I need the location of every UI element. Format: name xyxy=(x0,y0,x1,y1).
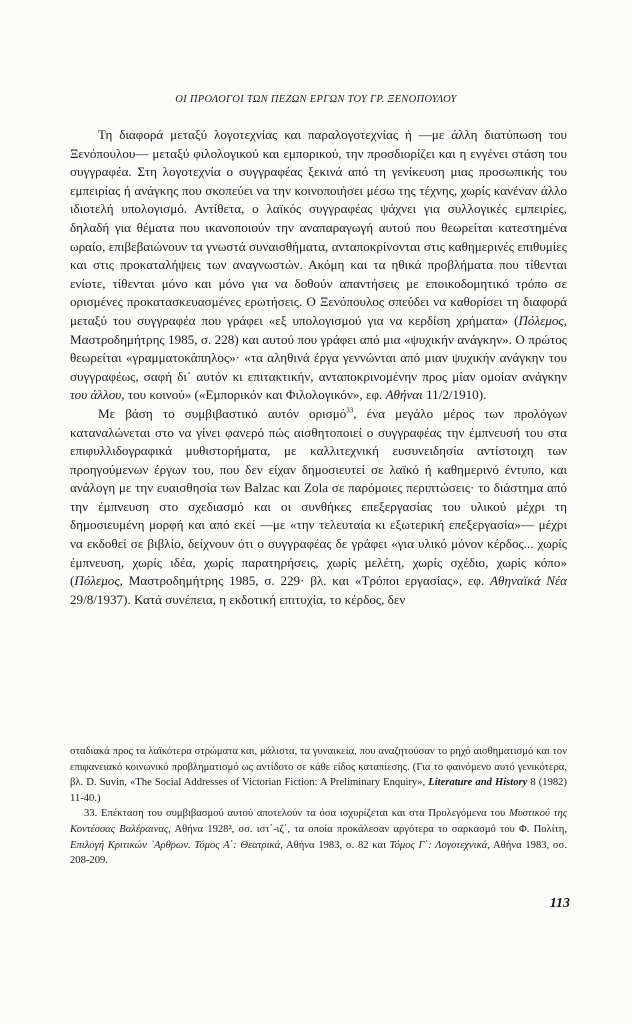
italic-phrase: του άλλου xyxy=(70,387,122,403)
italic-title: Πόλεμος xyxy=(518,312,564,328)
text-run: 29/8/1937). Κατά συνέπεια, η εκδοτική επιτυχία, το κέρδος, δεν xyxy=(70,591,406,607)
text-run: 8 (1982) 11-40.) xyxy=(70,777,567,804)
italic-title: Μυστικού της Κοντέσσας Βαλέραινας xyxy=(70,808,567,835)
italic-title: Τόμος Γ΄: Λογοτεχνικά xyxy=(389,839,488,851)
footnotes xyxy=(70,744,567,869)
text-run: , Αθήνα 1983, σ. 82 και xyxy=(280,839,390,851)
running-header xyxy=(0,94,632,105)
text-run: , Αθήνα 1983, σσ. 208-209. xyxy=(70,839,567,867)
footnote-reference: 33 xyxy=(346,406,354,415)
footnote-continuation xyxy=(70,744,567,806)
text-run: , Μαστροδημήτρης 1985, σ. 228) και αυτού που γράφει από μια «ψυχικήν ανάγκην». Ο πρώτος θεωρείται «γραμματοκάπηλος»· «τα αληθινά έργα γεννώνται από μιαν ψυχικήν ανάγκην του συγγραφέως, σαφή δι᾽ αυτόν κι επιτακτικήν, ανταποκρινομένην προς μίαν ομοίαν ανάγκην xyxy=(70,312,567,384)
text-run: σταδιακά προς τα λαϊκότερα στρώματα και, μάλιστα, τα γυναικεία, που αναζητούσαν το ρηχό αισθηματισμό και τον επιφανειακό κοινωνικό προβληματισμό ως αντίδοτο σε κάθε είδος καταπίεσης. (Για το φαινόμενο αυτό γενικότερα, βλ. D. Suvin, «The Social Addresses of Victorian Fiction: A Preliminary Enquiry», xyxy=(70,746,567,789)
text-run: Με βάση το συμβιβαστικό αυτόν ορισμό xyxy=(98,405,347,421)
footnote-33 xyxy=(70,806,567,868)
text-run: , Αθήνα 1928², σσ. ιστ΄-ιζ΄, τα οποία προκάλεσαν αργότερα το σαρκασμό του Φ. Πολίτη, xyxy=(168,823,567,835)
paragraph-1 xyxy=(70,126,567,405)
journal-title: Literature and History xyxy=(428,777,528,789)
italic-title: Επιλογή Κριτικών ᾽Αρθρων. Τόμος Α΄: Θεατρικά xyxy=(70,839,281,851)
text-run: 11/2/1910). xyxy=(422,387,487,403)
text-run: , ένα μεγάλο μέρος των προλόγων καταναλώνεται στο να γίνει φανερό πώς αισθητοποιεί ο συγγραφέας την έμπνευσή του στα επιφυλλιδογραφικά μυθιστορήματα, με καλλιτεχνική ευσυνειδησία αντίστοιχη των προηγούμενων έργων του, που δεν είχαν δημοσιευτεί σε λαϊκό ή καθημερινό έντυπο, και ανάλογη με την ευαισθησία των Balzac και Zola σε παρόμοιες περιπτώσεις· το διάστημα από την έμπνευση στο σχεδιασμό και οι συνθήκες επεξεργασίας του υλικού μέχρι τη δημοσιευμένη μορφή και από εκεί —με «την τελευταία κι εξωτερική επεξεργασία»— μέχρι να εκδοθεί σε βιβλίο, δείχνουν ότι ο συγγραφέας δε γράφει «για υλικό μόνον κέρδος... χωρίς έμπνευση, χωρίς ιδέα, χωρίς παρατηρήσεις, χωρίς μελέτη, χωρίς σχέδιο, χωρίς κόπο» ( xyxy=(70,405,567,589)
running-header-title: ΟΙ ΠΡΟΛΟΓΟΙ ΤΩΝ ΠΕΖΩΝ ΕΡΓΩΝ ΤΟΥ ΓΡ. ΞΕΝΟΠΟΥΛΟΥ xyxy=(175,94,457,105)
text-run: , του κοινού» («Εμπορικόν και Φιλολογικόν», εφ. xyxy=(121,387,386,403)
page-number: 113 xyxy=(549,896,570,911)
text-run: 33. Επέκταση του συμβιβασμού αυτού αποτελούν τα όσα ισχυρίζεται και στα Προλεγόμενα του xyxy=(84,808,509,820)
main-text xyxy=(70,126,567,609)
text-run: , Μαστροδημήτρης 1985, σ. 229· βλ. και «Τρόποι εργασίας», εφ. xyxy=(119,573,491,589)
paragraph-2 xyxy=(70,405,567,610)
text-run: Τη διαφορά μεταξύ λογοτεχνίας και παραλογοτεχνίας ή —με άλλη διατύπωση του Ξενόπουλου— μεταξύ φιλολογικού και εμπορικού, την προσδιορίζει και η ενγένει στάση του συγγραφέα. Στη λογοτεχνία ο συγγραφέας ξεκινά από τη γενίκευση μιας προσωπικής του εμπειρίας ή ανάγκης που σκοπεύει να την κοινοποιήσει μέσω της τέχνης, χωρίς κανέναν άλλο ιδιοτελή υπολογισμό. Αντίθετα, ο λαϊκός συγγραφέας ψάχνει για συλλογικές εμπειρίες, δηλαδή για θέματα που ικανοποιούν την αναπαραγωγή αυτού που θεωρείται κατεστημένα ωραίο, επιβεβαιώνουν τα γνωστά συναισθήματα, ανταποκρίνονται στις καθημερινές επιθυμίες και στις προκαταλήψεις των αναγνωστών. Ακόμη και τα ηθικά προβλήματα που τίθενται ενίοτε, τίθενται μόνο και μόνο για να δοθούν απαντήσεις με εποικοδομητικό τρόπο σε ορισμένες προκατασκευασμένες ερωτήσεις. Ο Ξενόπουλος σπεύδει να καθορίσει τη διαφορά μεταξύ του συγγραφέα που γράφει «εξ υπολογισμού για να κερδίση χρήματα» ( xyxy=(70,127,567,328)
italic-title: Αθήναι xyxy=(385,387,423,403)
italic-title: Αθηναϊκά Νέα xyxy=(490,573,567,589)
italic-title: Πόλεμος xyxy=(74,573,120,589)
